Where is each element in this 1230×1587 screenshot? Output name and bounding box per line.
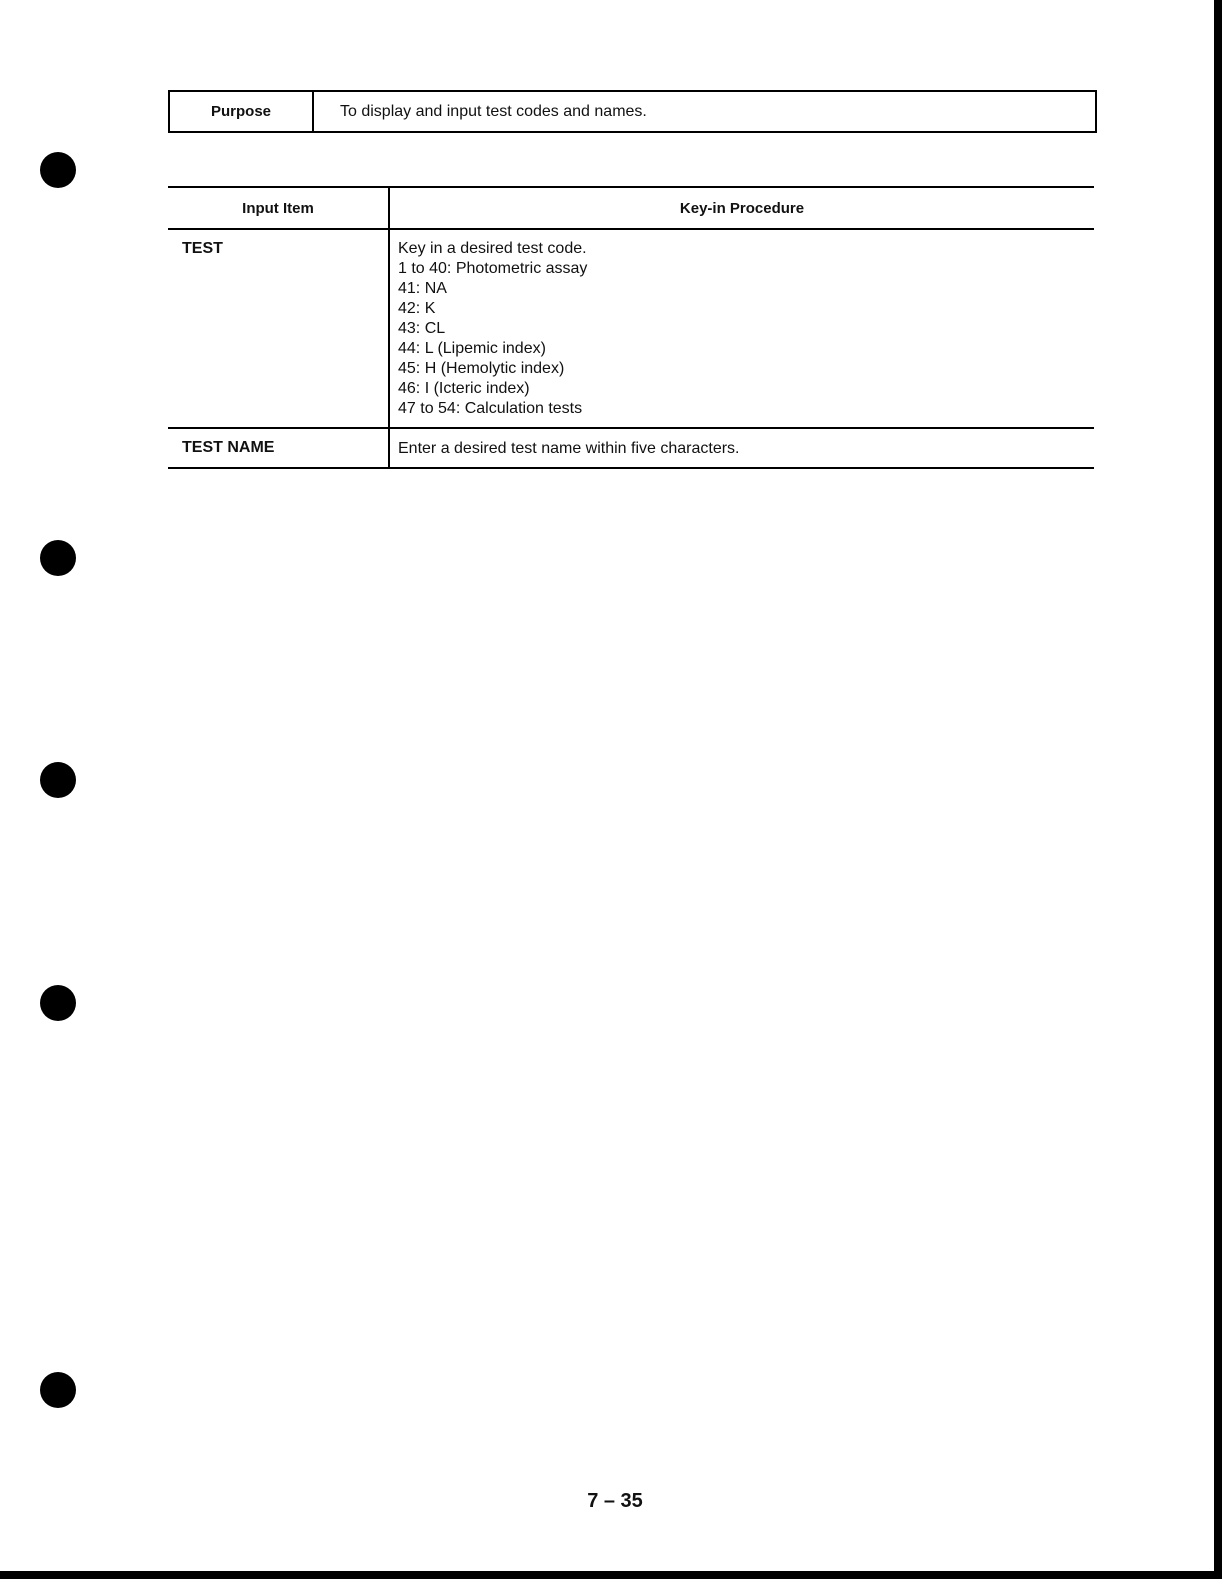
procedure-line: 1 to 40: Photometric assay: [398, 260, 588, 277]
purpose-label: Purpose: [170, 92, 314, 131]
input-item-cell: TEST: [168, 229, 389, 428]
procedure-line: 45: H (Hemolytic index): [398, 360, 565, 377]
page-number: 7 – 35: [587, 1490, 643, 1512]
procedure-line: 47 to 54: Calculation tests: [398, 400, 583, 417]
procedure-line: 46: I (Icteric index): [398, 380, 530, 397]
procedure-line: 43: CL: [398, 320, 446, 337]
purpose-text: To display and input test codes and names.: [340, 102, 647, 120]
punch-hole-icon: [40, 985, 76, 1021]
input-item-cell: TEST NAME: [168, 428, 389, 468]
header-key-in-procedure: Key-in Procedure: [389, 187, 1094, 229]
table-header-row: [168, 187, 1094, 229]
procedure-line: Enter a desired test name within five characters.: [398, 440, 740, 457]
header-input-item: Input Item: [168, 187, 389, 229]
table-row: [168, 428, 1094, 468]
procedure-cell: [389, 229, 1094, 428]
procedure-line: 42: K: [398, 300, 436, 317]
punch-hole-icon: [40, 1372, 76, 1408]
procedure-line: 44: L (Lipemic index): [398, 340, 546, 357]
key-in-procedure-table: [168, 186, 1094, 469]
purpose-box: [168, 90, 1097, 133]
punch-hole-icon: [40, 762, 76, 798]
punch-hole-icon: [40, 152, 76, 188]
punch-hole-icon: [40, 540, 76, 576]
procedure-cell: [389, 428, 1094, 468]
procedure-line: 41: NA: [398, 280, 447, 297]
procedure-line: Key in a desired test code.: [398, 240, 587, 257]
table-row: [168, 229, 1094, 428]
